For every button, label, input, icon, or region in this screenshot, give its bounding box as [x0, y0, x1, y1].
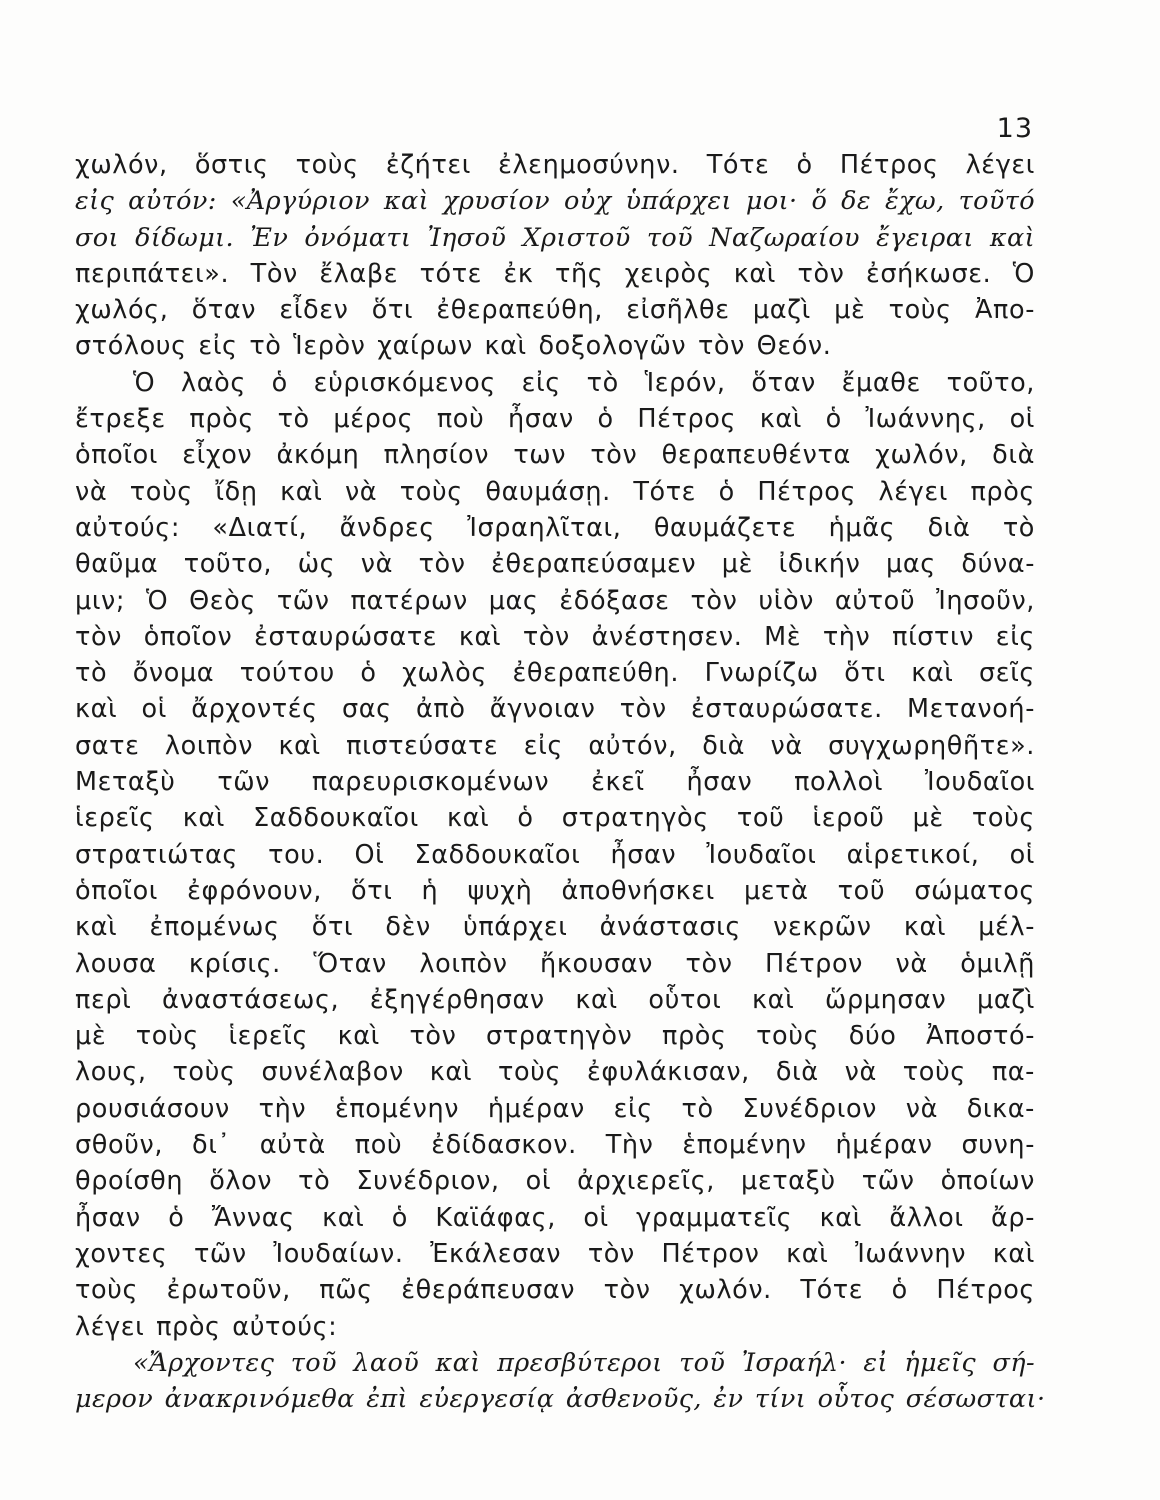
text-line: ἦσαν ὁ Ἄννας καὶ ὁ Καϊάφας, οἱ γραμματεῖς καὶ ἄλλοι ἄρ-	[75, 1202, 1035, 1233]
text-line: περιπάτει». Τὸν ἔλαβε τότε ἐκ τῆς χειρὸς καὶ τὸν ἐσήκωσε. Ὁ	[75, 258, 1035, 289]
text-line: ἱερεῖς καὶ Σαδδουκαῖοι καὶ ὁ στρατηγὸς τοῦ ἱεροῦ μὲ τοὺς	[75, 803, 1035, 834]
text-line: τὸν ὁποῖον ἐσταυρώσατε καὶ τὸν ἀνέστησεν. Μὲ τὴν πίστιν εἰς	[75, 621, 1035, 652]
text-line: σθοῦν, δι᾿ αὐτὰ ποὺ ἐδίδασκον. Τὴν ἑπομένην ἡμέραν συνη-	[75, 1130, 1035, 1161]
text-line-quote: σοι δίδωμι. Ἐν ὀνόματι Ἰησοῦ Χριστοῦ τοῦ Ναζωραίου ἔγειραι καὶ	[75, 222, 1035, 253]
text-line: ὁποῖοι εἶχον ἀκόμη πλησίον των τὸν θεραπευθέντα χωλόν, διὰ	[75, 440, 1035, 471]
text-line: περὶ ἀναστάσεως, ἐξηγέρθησαν καὶ οὗτοι καὶ ὥρμησαν μαζὶ	[75, 984, 1035, 1015]
text-line: αὐτούς: «Διατί, ἄνδρες Ἰσραηλῖται, θαυμάζετε ἡμᾶς διὰ τὸ	[75, 512, 1035, 543]
text-line-quote: εἰς αὐτόν: «Ἀργύριον καὶ χρυσίον οὐχ ὑπάρχει μοι· ὅ δε ἔχω, τοῦτό	[75, 186, 1035, 217]
text-line: τὸ ὄνομα τούτου ὁ χωλὸς ἐθεραπεύθη. Γνωρίζω ὅτι καὶ σεῖς	[75, 658, 1035, 689]
page-number: 13	[996, 113, 1033, 144]
text-line: ρουσιάσουν τὴν ἑπομένην ἡμέραν εἰς τὸ Συνέδριον νὰ δικα-	[75, 1093, 1035, 1124]
text-line-quote: μερον ἀνακρινόμεθα ἐπὶ εὐεργεσίᾳ ἀσθενοῦς, ἐν τίνι οὗτος σέσωσται·	[75, 1384, 1046, 1415]
text-line: χωλόν, ὅστις τοὺς ἐζήτει ἐλεημοσύνην. Τότε ὁ Πέτρος λέγει	[75, 150, 1035, 180]
text-line: σατε λοιπὸν καὶ πιστεύσατε εἰς αὐτόν, διὰ νὰ συγχωρηθῆτε».	[75, 730, 1035, 761]
text-line: λουσα κρίσις. Ὅταν λοιπὸν ἤκουσαν τὸν Πέτρον νὰ ὁμιλῇ	[75, 948, 1035, 979]
text-line: ὁποῖοι ἐφρόνουν, ὅτι ἡ ψυχὴ ἀποθνήσκει μετὰ τοῦ σώματος	[75, 875, 1035, 906]
text-line: χωλός, ὅταν εἶδεν ὅτι ἐθεραπεύθη, εἰσῆλθε μαζὶ μὲ τοὺς Ἀπο-	[75, 295, 1035, 326]
text-line: στόλους εἰς τὸ Ἱερὸν χαίρων καὶ δοξολογῶν τὸν Θεόν.	[75, 331, 832, 362]
text-line: χοντες τῶν Ἰουδαίων. Ἐκάλεσαν τὸν Πέτρον καὶ Ἰωάννην καὶ	[75, 1238, 1035, 1269]
text-line: λέγει πρὸς αὐτούς:	[75, 1311, 338, 1342]
text-line: τοὺς ἐρωτοῦν, πῶς ἐθεράπευσαν τὸν χωλόν. Τότε ὁ Πέτρος	[75, 1275, 1035, 1306]
text-line: μιν; Ὁ Θεὸς τῶν πατέρων μας ἐδόξασε τὸν υἱὸν αὐτοῦ Ἰησοῦν,	[75, 585, 1035, 616]
text-line: λους, τοὺς συνέλαβον καὶ τοὺς ἐφυλάκισαν, διὰ νὰ τοὺς πα-	[75, 1057, 1035, 1088]
text-line-quote: «Ἄρχοντες τοῦ λαοῦ καὶ πρεσβύτεροι τοῦ Ἰσραήλ· εἰ ἡμεῖς σή-	[133, 1347, 1035, 1378]
body-text	[75, 147, 1046, 1417]
text-line: θροίσθη ὅλον τὸ Συνέδριον, οἱ ἀρχιερεῖς, μεταξὺ τῶν ὁποίων	[75, 1166, 1035, 1197]
text-line: καὶ ἐπομένως ὅτι δὲν ὑπάρχει ἀνάστασις νεκρῶν καὶ μέλ-	[75, 912, 1035, 943]
text-line: Μεταξὺ τῶν παρευρισκομένων ἐκεῖ ἦσαν πολλοὶ Ἰουδαῖοι	[75, 767, 1035, 798]
text-line: ἔτρεξε πρὸς τὸ μέρος ποὺ ἦσαν ὁ Πέτρος καὶ ὁ Ἰωάννης, οἱ	[75, 404, 1035, 435]
text-line: στρατιώτας του. Οἱ Σαδδουκαῖοι ἦσαν Ἰουδαῖοι αἱρετικοί, οἱ	[75, 839, 1035, 870]
paragraph-start-line: Ὁ λαὸς ὁ εὑρισκόμενος εἰς τὸ Ἱερόν, ὅταν ἔμαθε τοῦτο,	[133, 367, 1035, 398]
text-line: θαῦμα τοῦτο, ὡς νὰ τὸν ἐθεραπεύσαμεν μὲ ἰδικήν μας δύνα-	[75, 549, 1035, 580]
text-line: μὲ τοὺς ἱερεῖς καὶ τὸν στρατηγὸν πρὸς τοὺς δύο Ἀποστό-	[75, 1021, 1035, 1052]
text-line: καὶ οἱ ἄρχοντές σας ἀπὸ ἄγνοιαν τὸν ἐσταυρώσατε. Μετανοή-	[75, 694, 1035, 725]
text-line: νὰ τοὺς ἴδῃ καὶ νὰ τοὺς θαυμάσῃ. Τότε ὁ Πέτρος λέγει πρὸς	[75, 476, 1035, 507]
